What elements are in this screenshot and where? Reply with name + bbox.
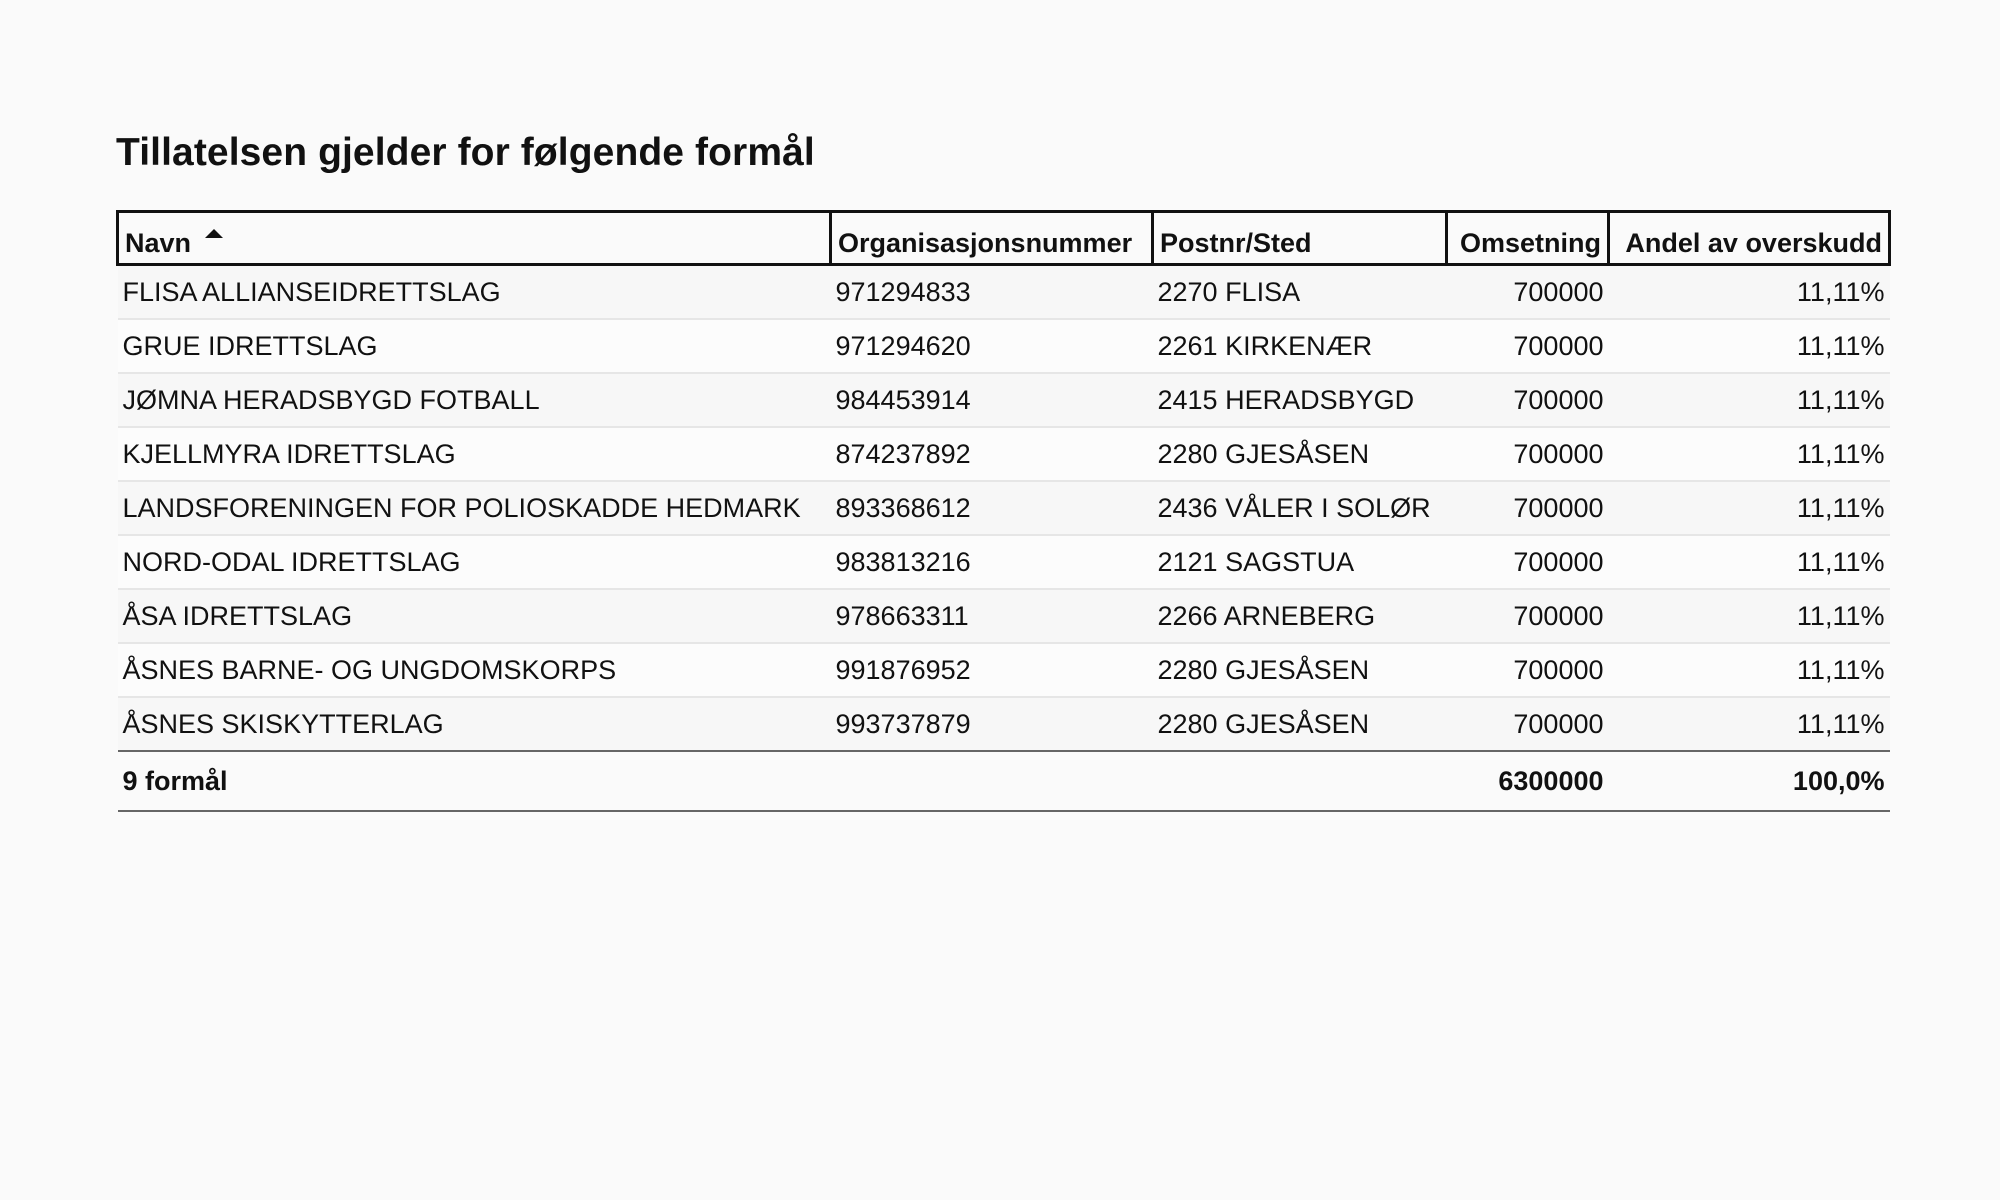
- cell-place: 2280 GJESÅSEN: [1153, 643, 1447, 697]
- cell-place: 2266 ARNEBERG: [1153, 589, 1447, 643]
- total-share: 100,0%: [1609, 751, 1890, 811]
- cell-share: 11,11%: [1609, 319, 1890, 373]
- empty-cell: [831, 751, 1153, 811]
- cell-name: KJELLMYRA IDRETTSLAG: [118, 427, 831, 481]
- column-header-label: Omsetning: [1459, 228, 1601, 258]
- cell-name: ÅSA IDRETTSLAG: [118, 589, 831, 643]
- column-header-label: Andel av overskudd: [1625, 228, 1882, 258]
- table-row: [118, 319, 1890, 373]
- cell-turnover: 700000: [1447, 535, 1609, 589]
- cell-org-number: 984453914: [831, 373, 1153, 427]
- cell-place: 2280 GJESÅSEN: [1153, 697, 1447, 751]
- purposes-table: [116, 210, 1891, 812]
- column-header-org[interactable]: [831, 212, 1153, 265]
- cell-place: 2436 VÅLER I SOLØR: [1153, 481, 1447, 535]
- cell-turnover: 700000: [1447, 589, 1609, 643]
- cell-org-number: 893368612: [831, 481, 1153, 535]
- cell-turnover: 700000: [1447, 697, 1609, 751]
- cell-name: FLISA ALLIANSEIDRETTSLAG: [118, 265, 831, 320]
- cell-org-number: 993737879: [831, 697, 1153, 751]
- table-row: [118, 481, 1890, 535]
- cell-share: 11,11%: [1609, 697, 1890, 751]
- cell-name: JØMNA HERADSBYGD FOTBALL: [118, 373, 831, 427]
- cell-org-number: 971294620: [831, 319, 1153, 373]
- cell-name: LANDSFORENINGEN FOR POLIOSKADDE HEDMARK: [118, 481, 831, 535]
- cell-name: NORD-ODAL IDRETTSLAG: [118, 535, 831, 589]
- cell-turnover: 700000: [1447, 643, 1609, 697]
- table-row: [118, 373, 1890, 427]
- cell-org-number: 983813216: [831, 535, 1153, 589]
- cell-turnover: 700000: [1447, 373, 1609, 427]
- cell-share: 11,11%: [1609, 481, 1890, 535]
- total-turnover: 6300000: [1447, 751, 1609, 811]
- table-row: [118, 265, 1890, 320]
- cell-turnover: 700000: [1447, 265, 1609, 320]
- cell-turnover: 700000: [1447, 427, 1609, 481]
- page-content: [116, 128, 1888, 812]
- column-header-place[interactable]: [1153, 212, 1447, 265]
- table-row: [118, 643, 1890, 697]
- cell-place: 2261 KIRKENÆR: [1153, 319, 1447, 373]
- purpose-count: 9 formål: [118, 751, 831, 811]
- table-footer: [118, 751, 1890, 811]
- cell-share: 11,11%: [1609, 643, 1890, 697]
- column-header-label: Organisasjonsnummer: [838, 228, 1133, 258]
- cell-place: 2270 FLISA: [1153, 265, 1447, 320]
- cell-name: GRUE IDRETTSLAG: [118, 319, 831, 373]
- table-header: [118, 212, 1890, 265]
- column-header-label: Postnr/Sted: [1160, 228, 1312, 258]
- cell-name: ÅSNES BARNE- OG UNGDOMSKORPS: [118, 643, 831, 697]
- column-header-name[interactable]: [118, 212, 831, 265]
- cell-turnover: 700000: [1447, 319, 1609, 373]
- column-header-label: Navn: [125, 228, 192, 258]
- table-body: [118, 265, 1890, 752]
- column-header-turnover[interactable]: [1447, 212, 1609, 265]
- cell-share: 11,11%: [1609, 373, 1890, 427]
- cell-place: 2280 GJESÅSEN: [1153, 427, 1447, 481]
- cell-org-number: 971294833: [831, 265, 1153, 320]
- cell-org-number: 978663311: [831, 589, 1153, 643]
- column-header-share[interactable]: [1609, 212, 1890, 265]
- cell-share: 11,11%: [1609, 427, 1890, 481]
- cell-turnover: 700000: [1447, 481, 1609, 535]
- empty-cell: [1153, 751, 1447, 811]
- cell-org-number: 991876952: [831, 643, 1153, 697]
- table-row: [118, 697, 1890, 751]
- sort-ascending-icon: [205, 229, 223, 238]
- table-row: [118, 535, 1890, 589]
- cell-share: 11,11%: [1609, 265, 1890, 320]
- cell-share: 11,11%: [1609, 535, 1890, 589]
- table-row: [118, 589, 1890, 643]
- totals-row: [118, 751, 1890, 811]
- table-row: [118, 427, 1890, 481]
- cell-place: 2415 HERADSBYGD: [1153, 373, 1447, 427]
- cell-place: 2121 SAGSTUA: [1153, 535, 1447, 589]
- page-title: Tillatelsen gjelder for følgende formål: [116, 131, 815, 174]
- cell-name: ÅSNES SKISKYTTERLAG: [118, 697, 831, 751]
- cell-share: 11,11%: [1609, 589, 1890, 643]
- cell-org-number: 874237892: [831, 427, 1153, 481]
